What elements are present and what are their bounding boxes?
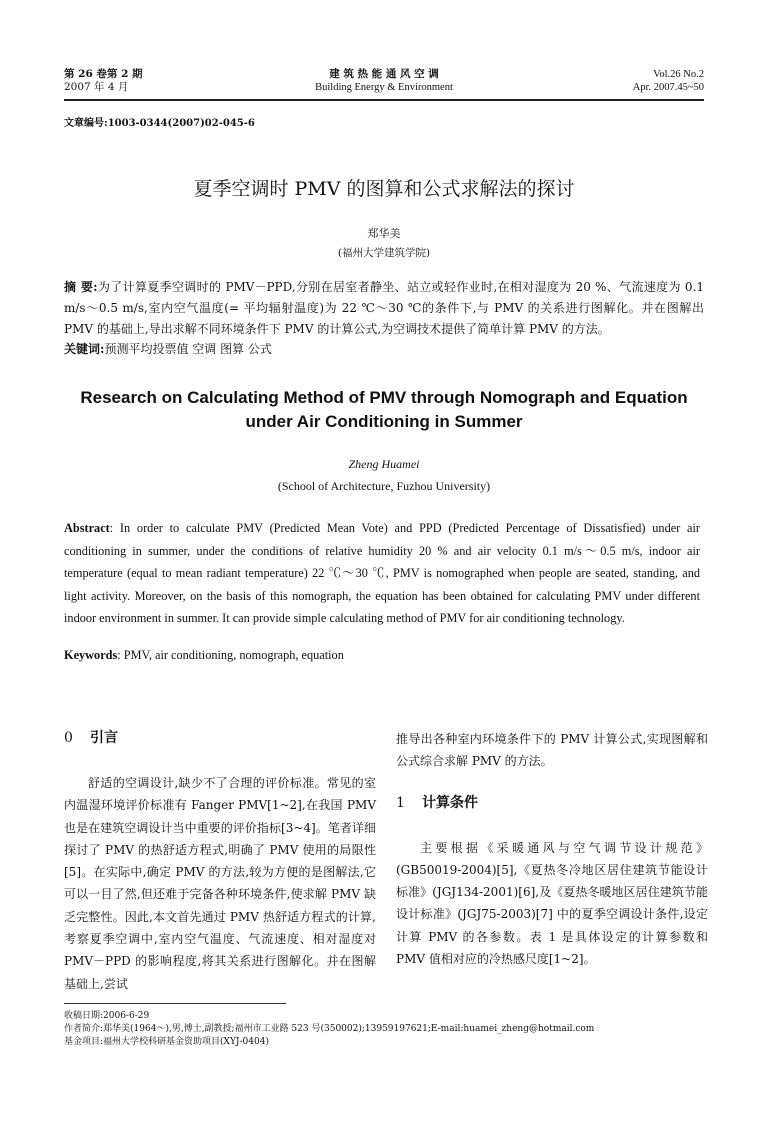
header-journal-zh: 建 筑 热 能 通 风 空 调 — [329, 68, 439, 80]
header-date-zh: 2007 年 4 月 — [64, 81, 129, 93]
title-en: Research on Calculating Method of PMV through Nomograph and Equation under Air Conditioning in Summer — [80, 388, 688, 431]
header-volume-zh: 第 26 卷第 2 期 — [64, 68, 143, 80]
keywords-zh — [64, 340, 272, 357]
section-1-title: 计算条件 — [422, 794, 478, 811]
section-1-paragraph: 主要根据《采暖通风与空气调节设计规范》(GB50019-2004)[5],《夏热冬冷地区居住建筑节能设计标准》(JGJ134-2001)[6],及《夏热冬暖地区居住建筑节能设计标准》(JGJ75-2003)[7] 中的夏季空调设计条件,设定计算 PMV 的各参数。表 1 是具体设定的计算参数和 PMV 值相对应的冷热感尺度[1~2]。 — [396, 840, 708, 967]
section-0-paragraph: 舒适的空调设计,缺少不了合理的评价标准。常见的室内温湿环境评价标准有 Fanger PMV[1~2],在我国 PMV 也是在建筑空调设计当中重要的评价指标[3~4]。笔者详细探讨了 PMV 的热舒适方程式,明确了 PMV 使用的局限性[5]。在实际中,确定 PMV 的方法,较为方便的是图解法,它可以一目了然,但还难于完备各种环境条件,使求解 PMV 缺乏完整性。因此,本文首先通过 PMV 热舒适方程式的计算,考察夏季空调中,室内空气温度、气流速度、相对湿度对 PMV－PPD 的影响程度,将其关系进行图解化。并在图解基础上,尝试 — [64, 776, 376, 991]
header-date-en: Apr. 2007.45~50 — [632, 82, 704, 93]
header-volume-en: Vol.26 No.2 — [653, 69, 704, 80]
section-0-number: 0 — [64, 730, 73, 746]
article-number: 文章编号:1003-0344(2007)02-045-6 — [64, 118, 255, 129]
title-zh: 夏季空调时 PMV 的图算和公式求解法的探讨 — [193, 178, 575, 200]
abstract-zh-label: 摘 要: — [64, 280, 98, 294]
section-0-heading — [64, 728, 376, 748]
affiliation-zh: (福州大学建筑学院) — [337, 247, 431, 259]
abstract-zh — [64, 277, 704, 340]
author-en: Zheng Huamei — [348, 457, 420, 471]
abstract-zh-text: 为了计算夏季空调时的 PMV－PPD,分别在居室者静坐、站立或轻作业时,在相对湿度为 20 %、气流速度为 0.1 m/s～0.5 m/s,室内空气温度(= 平均辐射温度)为 22 ℃～30 ℃的条件下,与 PMV 的关系进行图解化。并在图解出 PMV 的基础上,导出求解不同环境条件下 PMV 的计算公式,为空调技术提供了简单计算 PMV 的方法。 — [64, 280, 705, 336]
header-issue-block — [633, 68, 704, 94]
footnote-author-bio: 作者简介:郑华美(1964～),男,博士,副教授;福州市工业路 523 号(350002);13959197621;E-mail:huamei_zheng@hotmail.com — [64, 1024, 595, 1034]
keywords-en — [64, 648, 344, 663]
keywords-zh-label: 关键词: — [64, 342, 105, 356]
abstract-en-label: Abstract — [64, 521, 110, 535]
section-0-title: 引言 — [90, 730, 118, 746]
footnote-received: 收稿日期:2006-6-29 — [64, 1011, 150, 1021]
section-1-heading — [396, 793, 708, 813]
section-1-number: 1 — [396, 794, 405, 811]
header-rule — [64, 99, 704, 101]
keywords-en-text: : PMV, air conditioning, nomograph, equation — [117, 648, 344, 662]
keywords-en-label: Keywords — [64, 648, 118, 662]
author-zh: 郑华美 — [367, 227, 401, 240]
section-0-paragraph-continued: 推导出各种室内环境条件下的 PMV 计算公式,实现图解和公式综合求解 PMV 的方法。 — [396, 732, 708, 769]
keywords-zh-text: 预测平均投票值 空调 图算 公式 — [104, 342, 272, 356]
abstract-en — [64, 517, 700, 630]
body-column-right — [396, 728, 708, 970]
body-column-left — [64, 728, 376, 995]
footnote-fund: 基金项目:福州大学校科研基金资助项目(XYJ-0404) — [64, 1037, 269, 1047]
header-journal-en: Building Energy & Environment — [315, 82, 453, 93]
abstract-en-text: : In order to calculate PMV (Predicted Mean Vote) and PPD (Predicted Percentage of Dissatisfied) under air conditioning in summer, under the conditions of relative humidity 20 % and air velocity 0.1 m/s～0.5 m/s, indoor air temperature (equal to mean radiant temperature) 22 ℃～30 ℃, PMV is nomographed when people are seated, standing, and light activity. Moreover, on the basis of this nomograph, the equation has been obtained for calculating PMV under different indoor environment in summer. It can provide simple calculating method of PMV for air conditioning technology. — [64, 521, 700, 626]
affiliation-en: (School of Architecture, Fuzhou University) — [277, 479, 491, 493]
footnote-rule — [64, 1003, 286, 1004]
